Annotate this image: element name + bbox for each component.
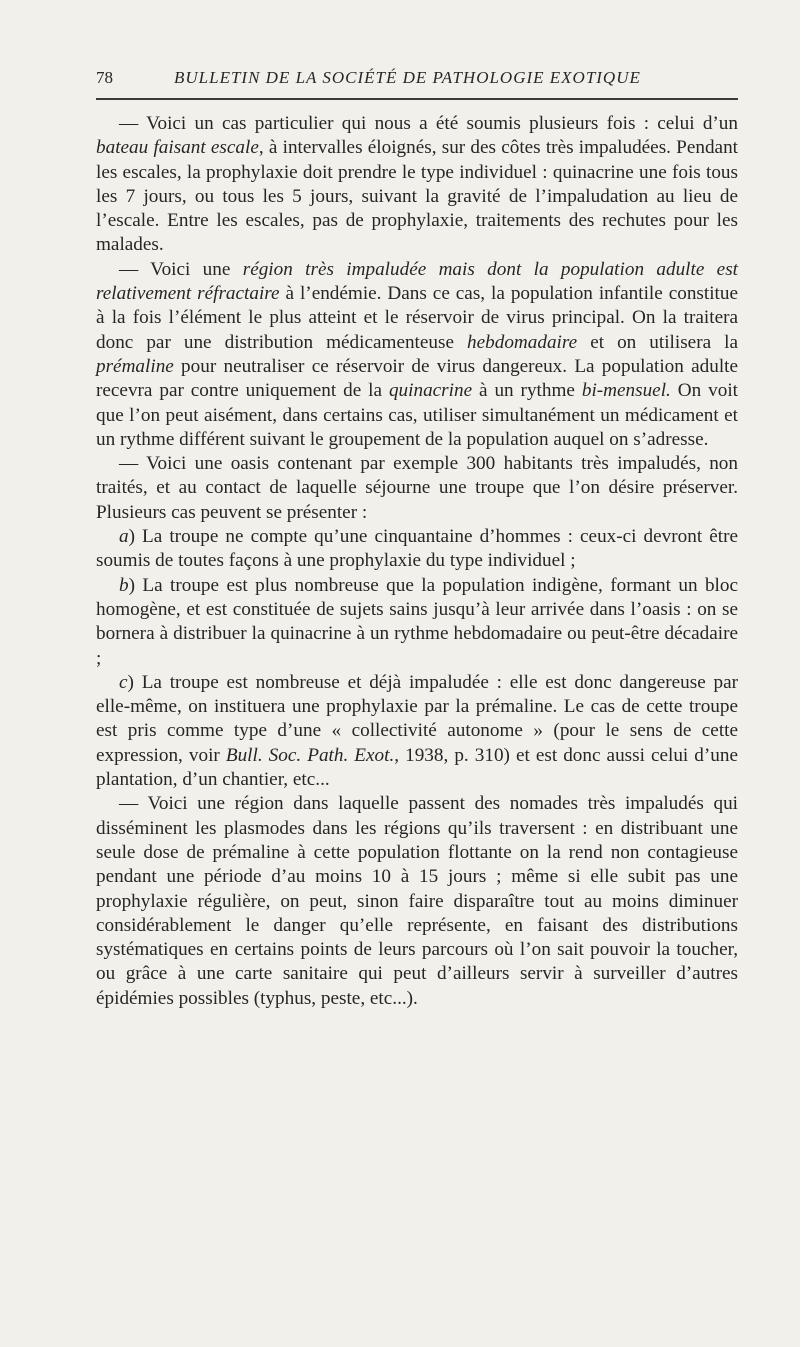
running-title: BULLETIN DE LA SOCIÉTÉ DE PATHOLOGIE EXOTIQUE [174,68,641,87]
page-number: 78 [96,68,113,87]
paragraph-ship: — Voici un cas particulier qui nous a été soumis plusieurs fois : celui d’un bateau faisant escale, à intervalles éloignés, sur des côtes très impaludées. Pendant les escales, la prophylaxie doit prendre le type individuel : quinacrine une fois tous les 7 jours, ou tous les 5 jours, suivant la gravité de l’impaludation au lieu de l’escale. Entre les escales, pas de prophylaxie, traitements des rechutes pour les malades. [96,113,739,256]
list-item-b: b) La troupe est plus nombreuse que la population indigène, formant un bloc homogène, et est constituée de sujets sains jusqu’à leur arrivée dans l’oasis : on se bornera à distribuer la quinacrine à un rythme hebdomadaire ou peut-être décadaire ; [96,574,738,669]
list-item-c: c) La troupe est nombreuse et déjà impaludée : elle est donc dangereuse par elle-même, on instituera une prophylaxie par la prémaline. Le cas de cette troupe est pris comme type d’une « collectivité autonome » (pour le sens de cette expression, voir Bull. Soc. Path. Exot., 1938, p. 310) et est donc aussi celui d’une plantation, d’un chantier, etc... [96,671,738,791]
paragraph-region: — Voici une région très impaludée mais dont la population adulte est relativement réfractaire à l’endémie. Dans ce cas, la population infantile constitue à la fois l’élément le plus atteint et le réservoir de virus principal. On la traitera donc par une distribution médicamenteuse hebdomadaire et on utilisera la prémaline pour neutraliser ce réservoir de virus dangereux. La population adulte recevra par contre uniquement de la quinacrine à un rythme bi-mensuel. On voit que l’on peut aisément, dans certains cas, utiliser simultanément un médicament et un rythme différent suivant le groupement de la population auquel on s’adresse. [96,258,738,450]
list-item-a: a) La troupe ne compte qu’une cinquantaine d’hommes : ceux-ci devront être soumis de toutes façons à une prophylaxie du type individuel ; [96,526,738,572]
paragraph-oasis: — Voici une oasis contenant par exemple 300 habitants très impaludés, non traités, et au contact de laquelle séjourne une troupe que l’on désire préserver. Plusieurs cas peuvent se présenter : [96,453,738,523]
header-rule [96,98,738,100]
paragraph-nomads: — Voici une région dans laquelle passent des nomades très impaludés qui disséminent les plasmodes dans les régions qu’ils traversent : en distribuant une seule dose de prémaline à cette population flottante on la rend non contagieuse pendant une période d’au moins 10 à 15 jours ; même si elle subit pas une prophylaxie régulière, on peut, sinon faire disparaître tout au moins diminuer considérablement le danger qu’elle représente, en faisant des distributions systématiques en certains points de leurs parcours où l’on sait pouvoir la toucher, ou grâce à une carte sanitaire qui peut d’ailleurs servir à surveiller d’autres épidémies possibles (typhus, peste, etc...). [96,793,738,1009]
article-body [96,112,738,1011]
